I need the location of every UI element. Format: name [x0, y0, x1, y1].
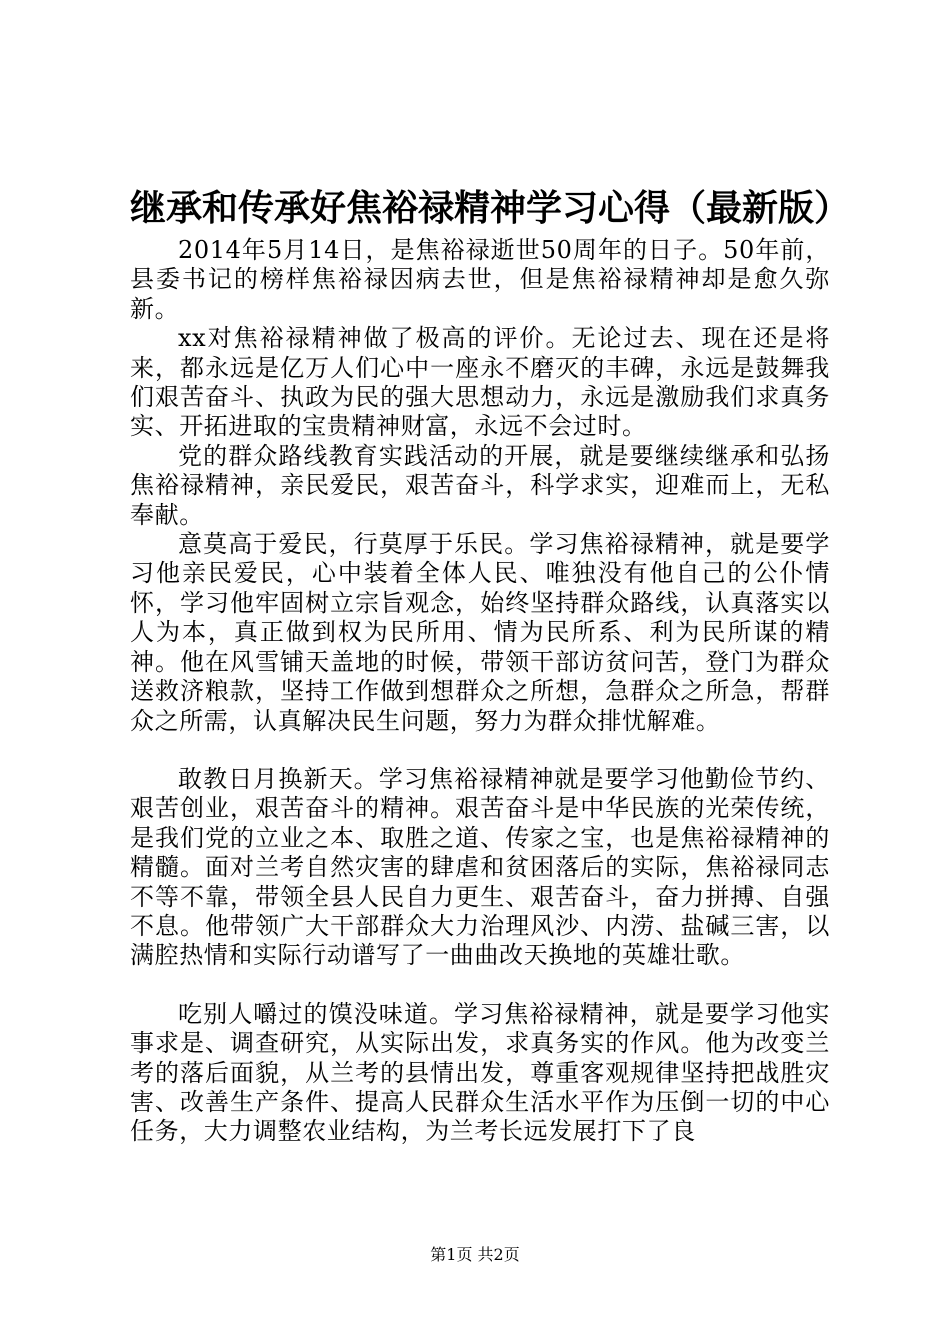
document-body	[130, 236, 830, 1147]
page-footer: 第1页 共2页	[430, 1245, 520, 1264]
paragraph-5: 敢教日月换新天。学习焦裕禄精神就是要学习他勤俭节约、艰苦创业，艰苦奋斗的精神。艰苦奋斗是中华民族的光荣传统，是我们党的立业之本、取胜之道、传家之宝，也是焦裕禄精神的精髓。面对兰考自然灾害的肆虐和贫困落后的实际，焦裕禄同志不等不靠，带领全县人民自力更生、艰苦奋斗，奋力拼搏、自强不息。他带领广大干部群众大力治理风沙、内涝、盐碱三害，以满腔热情和实际行动谱写了一曲曲改天换地的英雄壮歌。	[130, 764, 830, 970]
document-title: 继承和传承好焦裕禄精神学习心得（最新版）	[130, 187, 851, 229]
paragraph-6: 吃别人嚼过的馍没味道。学习焦裕禄精神，就是要学习他实事求是、调查研究，从实际出发，求真务实的作风。他为改变兰考的落后面貌，从兰考的县情出发，尊重客观规律坚持把战胜灾害、改善生产条件、提高人民群众生活水平作为压倒一切的中心任务，大力调整农业结构，为兰考长远发展打下了良	[130, 999, 830, 1146]
paragraph-4: 意莫高于爱民，行莫厚于乐民。学习焦裕禄精神，就是要学习他亲民爱民，心中装着全体人民、唯独没有他自己的公仆情怀，学习他牢固树立宗旨观念，始终坚持群众路线，认真落实以人为本，真正做到权为民所用、情为民所系、利为民所谋的精神。他在风雪铺天盖地的时候，带领干部访贫问苦，登门为群众送救济粮款，坚持工作做到想群众之所想，急群众之所急，帮群众之所需，认真解决民生问题，努力为群众排忧解难。	[130, 530, 830, 735]
paragraph-1: 2014年5月14日，是焦裕禄逝世50周年的日子。50年前，县委书记的榜样焦裕禄因病去世，但是焦裕禄精神却是愈久弥新。	[130, 236, 830, 323]
paragraph-2: xx对焦裕禄精神做了极高的评价。无论过去、现在还是将来，都永远是亿万人们心中一座永不磨灭的丰碑，永远是鼓舞我们艰苦奋斗、执政为民的强大思想动力，永远是激励我们求真务实、开拓进取的宝贵精神财富，永远不会过时。	[130, 324, 830, 441]
paragraph-3: 党的群众路线教育实践活动的开展，就是要继续继承和弘扬焦裕禄精神，亲民爱民，艰苦奋斗，科学求实，迎难而上，无私奉献。	[130, 441, 830, 529]
